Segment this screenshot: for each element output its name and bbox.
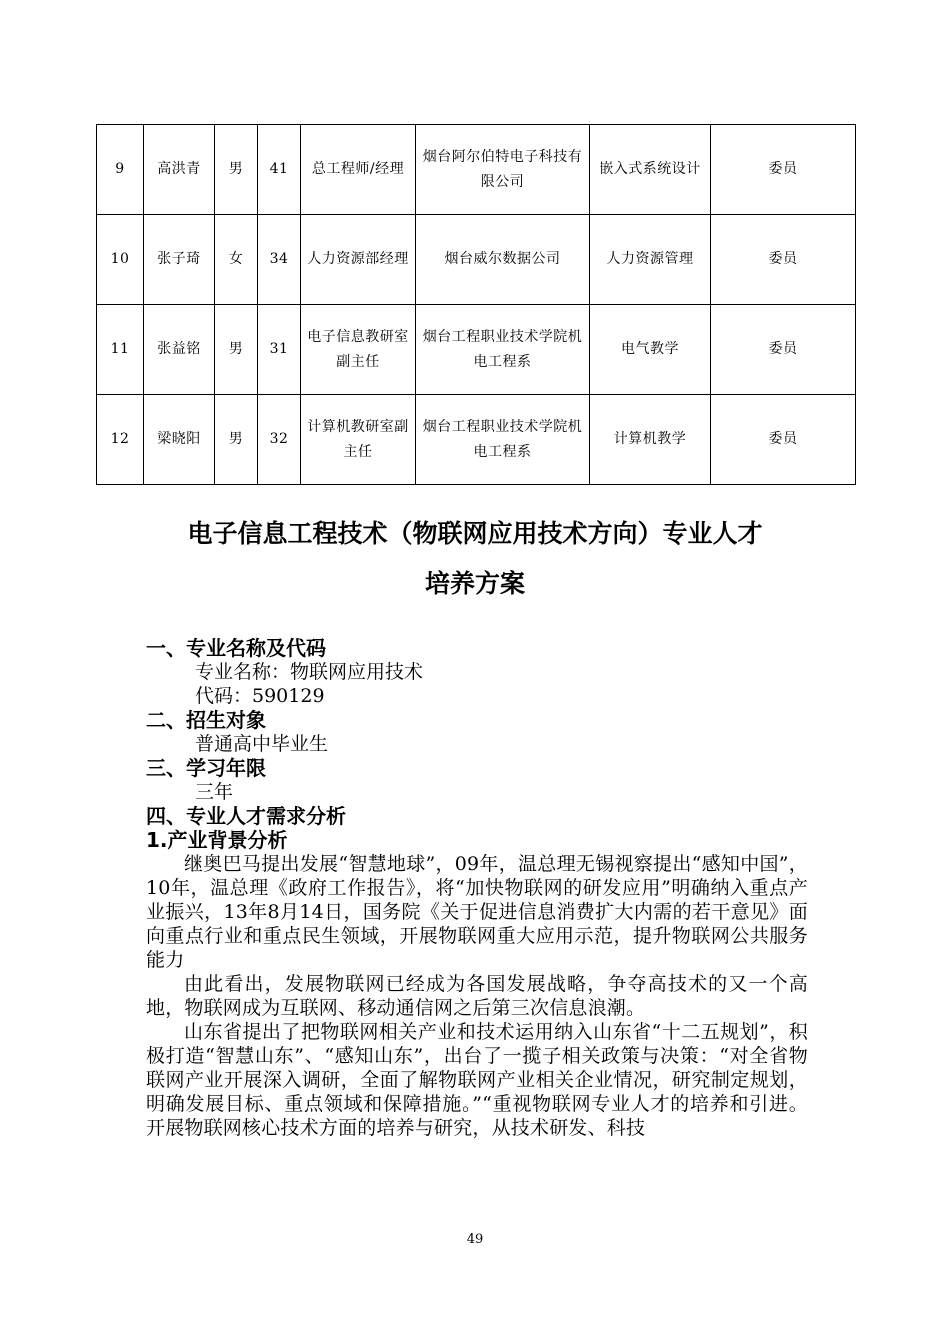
subsection-heading: 1.产业背景分析 xyxy=(146,828,288,852)
cell-role: 委员 xyxy=(711,305,856,395)
cell-role: 委员 xyxy=(711,215,856,305)
cell-gender: 男 xyxy=(215,305,258,395)
cell-no: 10 xyxy=(97,215,144,305)
cell-name: 高洪青 xyxy=(144,125,215,215)
cell-title: 计算机教研室副主任 xyxy=(301,395,416,485)
cell-field: 计算机教学 xyxy=(590,395,711,485)
cell-title: 电子信息教研室副主任 xyxy=(301,305,416,395)
page-number: 49 xyxy=(466,1232,484,1247)
document-title: 电子信息工程技术（物联网应用技术方向）专业人才 xyxy=(187,519,763,548)
cell-role: 委员 xyxy=(711,395,856,485)
table-row xyxy=(97,215,856,305)
document-body xyxy=(146,636,808,1140)
section-heading: 三、学习年限 xyxy=(146,756,266,780)
section-heading: 四、专业人才需求分析 xyxy=(146,804,346,828)
cell-age: 32 xyxy=(258,395,301,485)
major-name: 专业名称：物联网应用技术 xyxy=(195,661,424,683)
table-row xyxy=(97,305,856,395)
table-row xyxy=(97,395,856,485)
cell-role: 委员 xyxy=(711,125,856,215)
cell-age: 31 xyxy=(258,305,301,395)
cell-gender: 女 xyxy=(215,215,258,305)
enrollment-target: 普通高中毕业生 xyxy=(195,733,329,755)
table-row xyxy=(97,125,856,215)
section-heading: 二、招生对象 xyxy=(146,708,266,732)
cell-title: 总工程师/经理 xyxy=(301,125,416,215)
cell-gender: 男 xyxy=(215,395,258,485)
cell-age: 41 xyxy=(258,125,301,215)
major-code: 代码：590129 xyxy=(195,685,325,707)
cell-field: 电气教学 xyxy=(590,305,711,395)
cell-no: 12 xyxy=(97,395,144,485)
cell-name: 梁晓阳 xyxy=(144,395,215,485)
cell-title: 人力资源部经理 xyxy=(301,215,416,305)
cell-no: 9 xyxy=(97,125,144,215)
cell-age: 34 xyxy=(258,215,301,305)
paragraph: 由此看出，发展物联网已经成为各国发展战略，争夺高技术的又一个高地，物联网成为互联网、移动通信网之后第三次信息浪潮。 xyxy=(146,973,808,1019)
study-duration: 三年 xyxy=(195,781,234,803)
committee-table xyxy=(96,124,856,485)
cell-name: 张益铭 xyxy=(144,305,215,395)
cell-org: 烟台工程职业技术学院机电工程系 xyxy=(416,395,590,485)
document-title-continued: 培养方案 xyxy=(424,569,525,598)
paragraph: 继奥巴马提出发展“智慧地球”，09年，温总理无锡视察提出“感知中国”，10年，温总理《政府工作报告》，将“加快物联网的研发应用”明确纳入重点产业振兴，13年8月14日，国务院《关于促进信息消费扩大内需的若干意见》面向重点行业和重点民生领域，开展物联网重大应用示范，提升物联网公共服务能力 xyxy=(146,853,808,971)
cell-org: 烟台阿尔伯特电子科技有限公司 xyxy=(416,125,590,215)
cell-field: 人力资源管理 xyxy=(590,215,711,305)
cell-field: 嵌入式系统设计 xyxy=(590,125,711,215)
cell-org: 烟台工程职业技术学院机电工程系 xyxy=(416,305,590,395)
cell-no: 11 xyxy=(97,305,144,395)
cell-gender: 男 xyxy=(215,125,258,215)
section-heading: 一、专业名称及代码 xyxy=(146,636,326,660)
paragraph: 山东省提出了把物联网相关产业和技术运用纳入山东省“十二五规划”，积极打造“智慧山东”、“感知山东”，出台了一揽子相关政策与决策：“对全省物联网产业开展深入调研，全面了解物联网产业相关企业情况，研究制定规划，明确发展目标、重点领域和保障措施。”“重视物联网专业人才的培养和引进。开展物联网核心技术方面的培养与研究，从技术研发、科技 xyxy=(146,1021,808,1139)
cell-name: 张子琦 xyxy=(144,215,215,305)
cell-org: 烟台威尔数据公司 xyxy=(416,215,590,305)
